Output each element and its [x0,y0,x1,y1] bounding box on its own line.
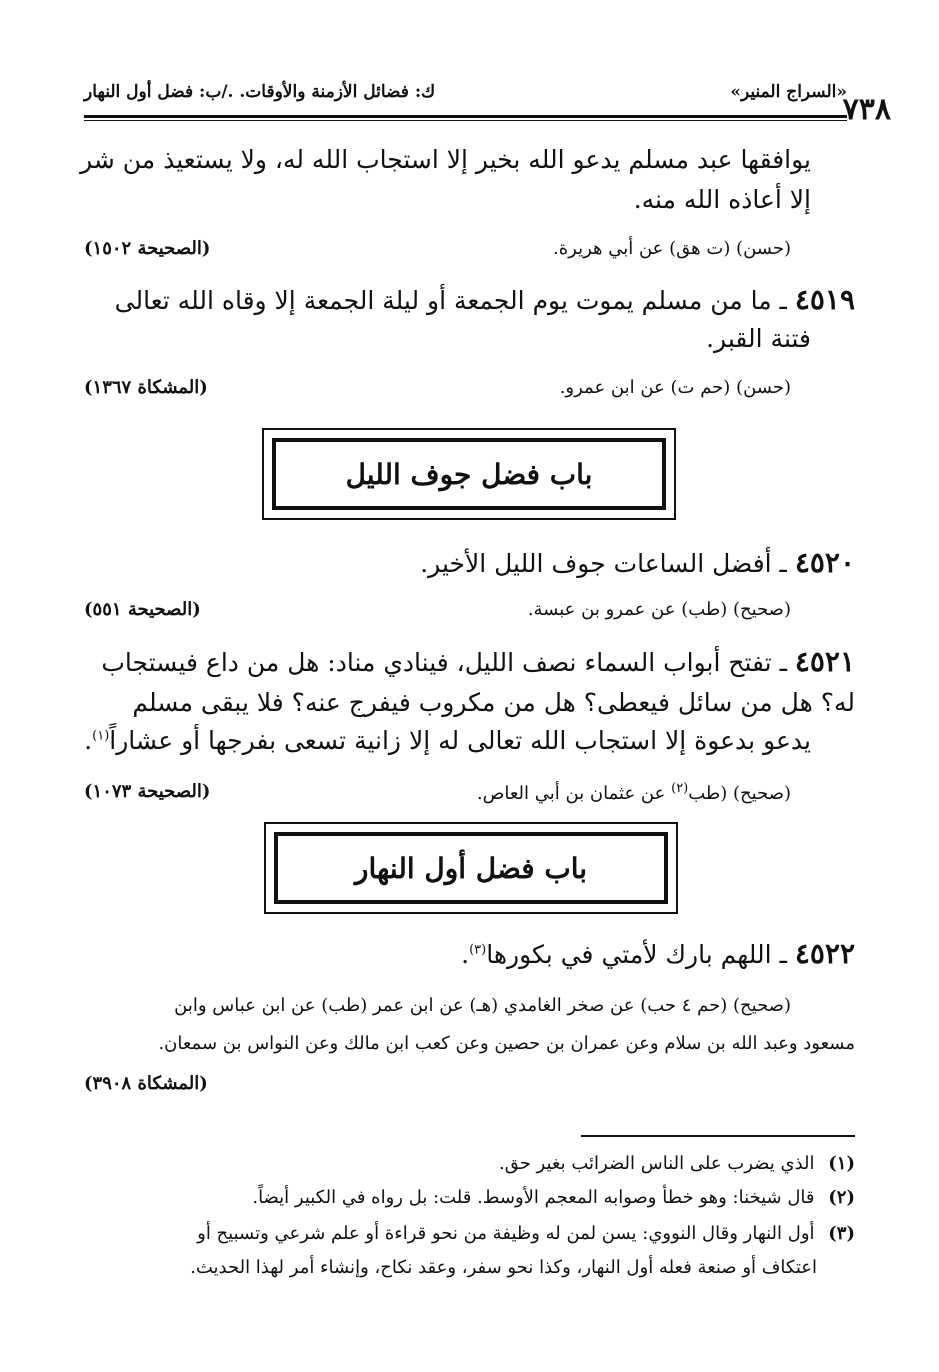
hadith-4521-line2: له؟ هل من سائل فيعطى؟ هل من مكروب فيفرج عنه؟ فلا يبقى مسلم [132,688,855,717]
hadith-4518-line2: إلا أعاذه الله منه. [633,185,811,214]
header-rule-thick [84,115,847,118]
hadith-4522-source-line1: (صحيح) (حم ٤ حب) عن صخر الغامدي (هـ) عن ابن عمر (طب) عن ابن عباس وابن [174,995,791,1016]
section-heading-title: باب فضل جوف الليل [345,457,593,491]
footnote-marker[interactable]: (١) [92,728,110,744]
footnote-2 [252,1187,855,1208]
hadith-4519-source: (حسن) (حم ت) عن ابن عمرو. [559,377,791,398]
source-part: (صحيح) (طب [688,783,791,804]
hadith-4518-line1: يوافقها عبد مسلم يدعو الله بخير إلا استجاب الله له، ولا يستعيذ من شر [80,145,811,174]
book-title: «السراج المنير» [730,82,847,102]
section-heading-box [262,428,676,520]
hadith-text: ـ اللهم بارك لأمتي في بكورها [486,940,787,969]
hadith-text: ـ أفضل الساعات جوف الليل الأخير. [420,549,787,578]
footnote-1 [499,1153,855,1174]
footnote-3 [197,1223,855,1244]
section-heading-inner-frame [274,832,668,904]
footnote-text: قال شيخنا: وهو خطأ وصوابه المعجم الأوسط. قلت: بل رواه في الكبير أيضاً. [252,1187,815,1208]
hadith-number: ٤٥٢١ [794,645,855,678]
footnote-number: (٢) [828,1187,855,1208]
hadith-4521-source [477,781,791,804]
header-rule-thin [84,120,847,121]
hadith-4520-ref: (الصحيحة ٥٥١) [84,599,201,620]
hadith-4522-source-line2: مسعود وعبد الله بن سلام وعن عمران بن حصين وعن كعب ابن مالك وعن النواس بن سمعان. [158,1033,855,1054]
hadith-4521-line1 [101,645,855,678]
footnote-separator [581,1135,855,1137]
page-number: ٧٣٨ [842,92,891,127]
hadith-4521-line3 [84,728,811,753]
section-heading-title: باب فضل أول النهار [354,851,588,885]
footnote-3-continued: اعتكاف أو صنعة فعله أول النهار، وكذا نحو سفر، وعقد نكاح، وإنشاء أمر لهذا الحديث. [190,1257,817,1278]
footnote-text: الذي يضرب على الناس الضرائب بغير حق. [498,1153,815,1174]
hadith-4519-line1 [114,283,855,316]
hadith-4518-source: (حسن) (ت هق) عن أبي هريرة. [552,238,791,259]
hadith-4521-ref: (الصحيحة ١٠٧٣) [84,781,211,802]
hadith-text: ـ تفتح أبواب السماء نصف الليل، فينادي مناد: هل من داع فيستجاب [101,648,787,677]
hadith-number: ٤٥٢٢ [794,937,855,970]
section-heading-inner-frame [272,438,666,510]
chapter-header: ك: فضائل الأزمنة والأوقات. ./ب: فضل أول النهار [84,82,436,102]
footnote-number: (١) [828,1153,855,1174]
hadith-number: ٤٥٢٠ [794,546,855,579]
hadith-4520-line1 [420,546,855,579]
footnote-marker[interactable]: (٢) [671,781,689,796]
hadith-4520-source: (صحيح) (طب) عن عمرو بن عبسة. [527,599,791,620]
footnote-text: أول النهار وقال النووي: يسن لمن له وظيفة من نحو قراءة أو علم شرعي وتسبيح أو [197,1223,815,1244]
hadith-text-end: . [84,726,93,755]
hadith-text: يدعو بدعوة إلا استجاب الله تعالى له إلا زانية تسعى بفرجها أو عشاراً [109,726,811,755]
hadith-text: ـ ما من مسلم يموت يوم الجمعة أو ليلة الجمعة إلا وقاه الله تعالى [114,286,787,315]
hadith-text-end: . [461,940,470,969]
hadith-4522-ref: (المشكاة ٣٩٠٨) [84,1073,208,1094]
section-heading-box [264,822,678,914]
hadith-4518-ref: (الصحيحة ١٥٠٢) [84,238,211,259]
source-part: عن عثمان بن أبي العاص. [476,783,672,804]
footnote-number: (٣) [828,1223,855,1244]
hadith-4519-ref: (المشكاة ١٣٦٧) [84,377,208,398]
footnote-marker[interactable]: (٣) [469,942,487,958]
hadith-4519-line2: فتنة القبر. [706,324,811,353]
hadith-number: ٤٥١٩ [794,283,855,316]
hadith-4522-line1 [461,937,855,970]
